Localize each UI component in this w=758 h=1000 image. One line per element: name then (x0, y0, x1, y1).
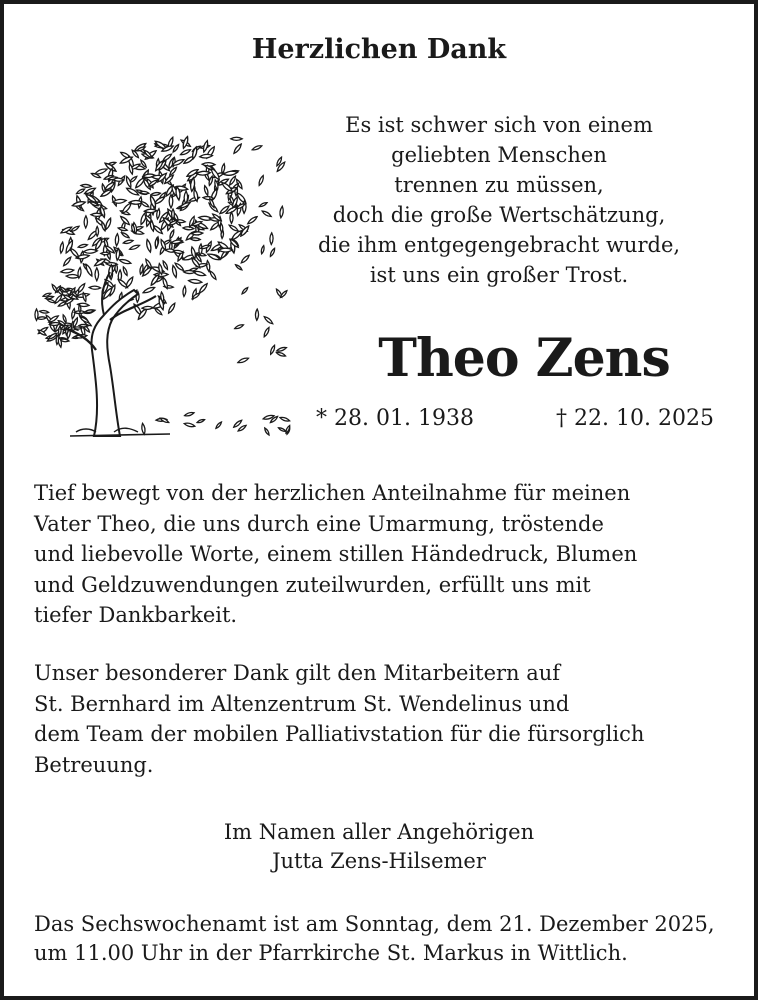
paragraph-line: Vater Theo, die uns durch eine Umarmung, tröstende (34, 511, 604, 536)
death-date: † 22. 10. 2025 (556, 406, 714, 431)
paragraph-line: und Geldzuwendungen zuteilwurden, erfüllt uns mit (34, 572, 591, 597)
signature-line: Jutta Zens-Hilsemer (272, 849, 486, 873)
paragraph-line: Tief bewegt von der herzlichen Anteilnahme für meinen (34, 481, 631, 505)
notice-heading: Herzlichen Dank (251, 34, 507, 65)
deceased-name: Theo Zens (378, 328, 670, 389)
signature-block (4, 818, 754, 876)
paragraph-line: Betreuung. (34, 752, 154, 777)
paragraph-line: und liebevolle Worte, einem stillen Händedruck, Blumen (34, 542, 638, 566)
windblown-tree-icon (30, 110, 294, 444)
quote-line: doch die große Wertschätzung, (332, 203, 666, 227)
birth-date: * 28. 01. 1938 (316, 406, 474, 431)
paragraph-line: dem Team der mobilen Palliativstation für die fürsorglich (34, 722, 645, 746)
quote-line: trennen zu müssen, (394, 173, 604, 197)
paragraph-line: St. Bernhard im Altenzentrum St. Wendelinus und (34, 691, 570, 716)
signature-line: Im Namen aller Angehörigen (223, 820, 535, 844)
thanks-paragraph (34, 478, 734, 631)
quote-line: ist uns ein großer Trost. (369, 263, 629, 287)
quote-line: die ihm entgegengebracht wurde, (317, 233, 681, 257)
memorial-quote (284, 110, 714, 290)
quote-line: Es ist schwer sich von einem (345, 113, 653, 137)
service-line: Das Sechswochenamt ist am Sonntag, dem 21. Dezember 2025, (34, 912, 715, 936)
paragraph-line: Unser besonderer Dank gilt den Mitarbeitern auf (34, 661, 561, 685)
service-line: um 11.00 Uhr in der Pfarrkirche St. Markus in Wittlich. (34, 941, 628, 965)
special-thanks-paragraph (34, 658, 734, 780)
paragraph-line: tiefer Dankbarkeit. (34, 603, 238, 627)
memorial-service-info (34, 910, 744, 968)
quote-line: geliebten Menschen (391, 143, 607, 167)
